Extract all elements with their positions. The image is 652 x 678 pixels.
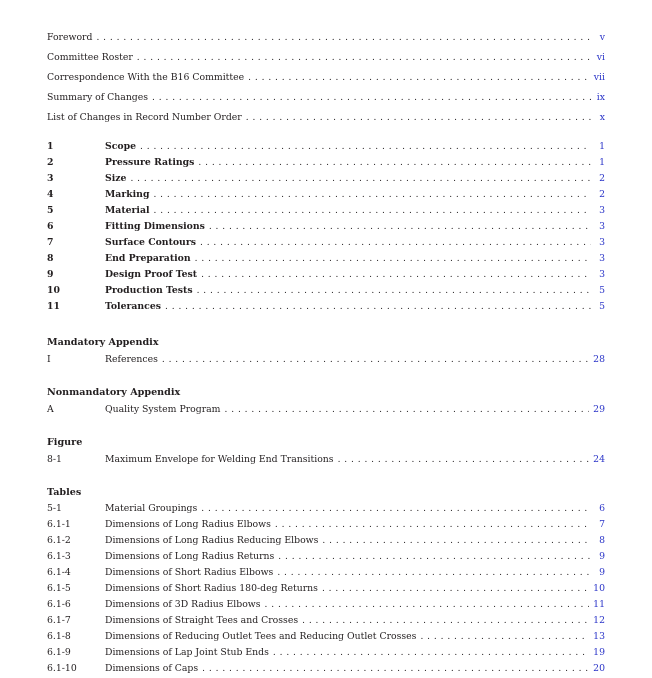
- dot-leader: [154, 204, 591, 218]
- toc-entry-summary-of-changes: [47, 91, 605, 105]
- section-number: 10: [47, 285, 60, 296]
- page-link[interactable]: 9: [599, 551, 605, 562]
- section-title: Pressure Ratings: [105, 157, 195, 168]
- dot-leader: [195, 252, 591, 266]
- page-link[interactable]: 19: [593, 647, 605, 658]
- table-number: 6.1-8: [47, 631, 71, 642]
- toc-section-entry: [47, 268, 605, 282]
- section-number: 5: [47, 205, 54, 216]
- appendix-number: I: [47, 354, 51, 365]
- page-link[interactable]: x: [599, 112, 605, 123]
- toc-table-entry: [47, 534, 605, 548]
- appendix-title: Quality System Program: [105, 404, 221, 415]
- figure-title: Maximum Envelope for Welding End Transitions: [105, 454, 334, 465]
- page-link[interactable]: 12: [593, 615, 605, 626]
- appendix-title: References: [105, 354, 158, 365]
- page-link[interactable]: 11: [593, 599, 605, 610]
- table-title: Dimensions of 3D Radius Elbows: [105, 599, 261, 610]
- page-link[interactable]: 20: [593, 663, 605, 674]
- dot-leader: [198, 156, 591, 170]
- page-link[interactable]: v: [599, 32, 605, 43]
- toc-section-entry: [47, 236, 605, 250]
- section-number: 11: [47, 301, 60, 312]
- dot-leader: [277, 566, 591, 580]
- page-link[interactable]: 6: [599, 503, 605, 514]
- page-link[interactable]: 8: [599, 535, 605, 546]
- dot-leader: [96, 31, 591, 45]
- figure-number: 8-1: [47, 454, 62, 465]
- table-title: Dimensions of Long Radius Reducing Elbows: [105, 535, 319, 546]
- dot-leader: [246, 111, 591, 125]
- section-number: 2: [47, 157, 54, 168]
- dot-leader: [273, 646, 589, 660]
- toc-section-entry: [47, 284, 605, 298]
- table-number: 5-1: [47, 503, 62, 514]
- toc-table-entry: [47, 662, 605, 676]
- page-link[interactable]: 29: [593, 404, 605, 415]
- dot-leader: [225, 403, 590, 417]
- table-number: 6.1-9: [47, 647, 71, 658]
- section-number: 7: [47, 237, 54, 248]
- table-title: Dimensions of Long Radius Elbows: [105, 519, 271, 530]
- dot-leader: [197, 284, 591, 298]
- toc-appendix-entry: [47, 353, 605, 367]
- table-number: 6.1-6: [47, 599, 71, 610]
- dot-leader: [322, 582, 589, 596]
- toc-section-entry: [47, 220, 605, 234]
- section-title: Production Tests: [105, 285, 193, 296]
- dot-leader: [209, 220, 591, 234]
- dot-leader: [302, 614, 589, 628]
- dot-leader: [137, 51, 591, 65]
- section-title: Tolerances: [105, 301, 161, 312]
- page-link[interactable]: 3: [599, 269, 605, 280]
- dot-leader: [200, 236, 591, 250]
- table-title: Dimensions of Short Radius 180-deg Returns: [105, 583, 318, 594]
- section-number: 6: [47, 221, 54, 232]
- table-title: Dimensions of Long Radius Returns: [105, 551, 275, 562]
- toc-entry-title: List of Changes in Record Number Order: [47, 112, 242, 123]
- toc-entry-title: Summary of Changes: [47, 92, 149, 103]
- page-link[interactable]: 7: [599, 519, 605, 530]
- toc-table-entry: [47, 646, 605, 660]
- table-title: Dimensions of Lap Joint Stub Ends: [105, 647, 269, 658]
- toc-table-entry: [47, 582, 605, 596]
- dot-leader: [201, 268, 591, 282]
- section-number: 3: [47, 173, 54, 184]
- dot-leader: [265, 598, 590, 612]
- section-number: 9: [47, 269, 54, 280]
- page-link[interactable]: 5: [599, 301, 605, 312]
- toc-section-entry: [47, 300, 605, 314]
- page-link[interactable]: 13: [593, 631, 605, 642]
- page-link[interactable]: 28: [593, 354, 605, 365]
- dot-leader: [162, 353, 589, 367]
- table-number: 6.1-7: [47, 615, 71, 626]
- section-number: 8: [47, 253, 54, 264]
- table-title: Dimensions of Short Radius Elbows: [105, 567, 274, 578]
- dot-leader: [152, 91, 591, 105]
- page-link[interactable]: vi: [596, 52, 605, 63]
- toc-table-entry: [47, 630, 605, 644]
- dot-leader: [420, 630, 589, 644]
- nonmandatory-appendix-heading: Nonmandatory Appendix: [47, 387, 181, 398]
- dot-leader: [278, 550, 591, 564]
- dot-leader: [140, 140, 591, 154]
- page-link[interactable]: vii: [593, 72, 605, 83]
- page-link[interactable]: 1: [599, 141, 605, 152]
- page-link[interactable]: ix: [596, 92, 605, 103]
- toc-appendix-entry: [47, 403, 605, 417]
- toc-section-entry: [47, 156, 605, 170]
- table-number: 6.1-3: [47, 551, 71, 562]
- page-link[interactable]: 1: [599, 157, 605, 168]
- toc-entry-title: Foreword: [47, 32, 93, 43]
- section-title: Scope: [105, 141, 136, 152]
- table-title: Material Groupings: [105, 503, 198, 514]
- dot-leader: [322, 534, 591, 548]
- toc-section-entry: [47, 188, 605, 202]
- section-title: Marking: [105, 189, 150, 200]
- toc-figure-entry: [47, 453, 605, 467]
- dot-leader: [153, 188, 591, 202]
- toc-section-entry: [47, 252, 605, 266]
- section-number: 1: [47, 141, 54, 152]
- page-link[interactable]: 24: [593, 454, 605, 465]
- toc-section-entry: [47, 172, 605, 186]
- table-title: Dimensions of Straight Tees and Crosses: [105, 615, 299, 626]
- page-link[interactable]: 3: [599, 205, 605, 216]
- table-number: 6.1-5: [47, 583, 71, 594]
- table-title: Dimensions of Reducing Outlet Tees and Reducing Outlet Crosses: [105, 631, 417, 642]
- toc-table-entry: [47, 502, 605, 516]
- toc-entry-title: Committee Roster: [47, 52, 133, 63]
- section-title: End Preparation: [105, 253, 191, 264]
- dot-leader: [202, 662, 589, 676]
- section-title: Surface Contours: [105, 237, 196, 248]
- page-link[interactable]: 3: [599, 221, 605, 232]
- section-title: Fitting Dimensions: [105, 221, 205, 232]
- table-number: 6.1-2: [47, 535, 71, 546]
- dot-leader: [130, 172, 591, 186]
- table-number: 6.1-1: [47, 519, 71, 530]
- toc-table-entry: [47, 550, 605, 564]
- toc-section-entry: [47, 140, 605, 154]
- dot-leader: [201, 502, 591, 516]
- page-link[interactable]: 9: [599, 567, 605, 578]
- table-title: Dimensions of Caps: [105, 663, 199, 674]
- toc-entry-list-of-changes: [47, 111, 605, 125]
- page-link[interactable]: 2: [599, 189, 605, 200]
- table-number: 6.1-10: [47, 663, 77, 674]
- toc-table-entry: [47, 598, 605, 612]
- page-link[interactable]: 10: [593, 583, 605, 594]
- toc-entry-correspondence: [47, 71, 605, 85]
- toc-section-entry: [47, 204, 605, 218]
- section-title: Material: [105, 205, 150, 216]
- page-link[interactable]: 3: [599, 253, 605, 264]
- page-link[interactable]: 3: [599, 237, 605, 248]
- toc-table-entry: [47, 566, 605, 580]
- section-number: 4: [47, 189, 54, 200]
- appendix-number: A: [47, 404, 54, 415]
- toc-table-entry: [47, 614, 605, 628]
- page-link[interactable]: 5: [599, 285, 605, 296]
- section-title: Size: [105, 173, 127, 184]
- toc-entry-title: Correspondence With the B16 Committee: [47, 72, 245, 83]
- toc-table-entry: [47, 518, 605, 532]
- page-link[interactable]: 2: [599, 173, 605, 184]
- section-title: Design Proof Test: [105, 269, 198, 280]
- tables-heading: Tables: [47, 487, 82, 498]
- toc-entry-committee-roster: [47, 51, 605, 65]
- dot-leader: [338, 453, 590, 467]
- dot-leader: [248, 71, 590, 85]
- dot-leader: [165, 300, 591, 314]
- table-number: 6.1-4: [47, 567, 71, 578]
- figure-heading: Figure: [47, 437, 83, 448]
- mandatory-appendix-heading: Mandatory Appendix: [47, 337, 159, 348]
- toc-entry-foreword: [47, 31, 605, 45]
- dot-leader: [275, 518, 591, 532]
